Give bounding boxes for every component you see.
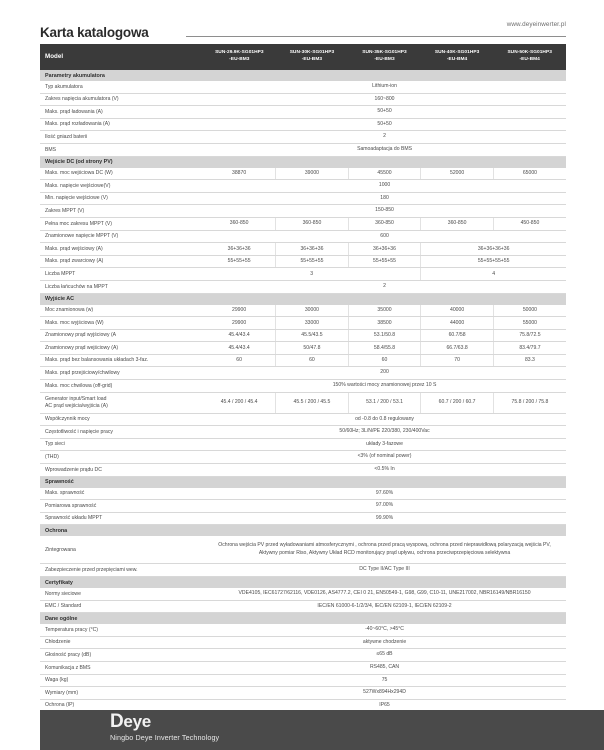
model-header-row xyxy=(40,44,566,70)
row-label: Komunikacja z BMS xyxy=(40,661,203,674)
row-label: Generator input/Smart load AC prąd wejścia/wyjścia (A) xyxy=(40,392,203,413)
section-header-row xyxy=(40,70,566,81)
row-value-group: 55+55+55 xyxy=(348,255,421,268)
table-row xyxy=(40,280,566,293)
row-label: Pełna moc zakresu MPPT (V) xyxy=(40,217,203,230)
section-header-row xyxy=(40,476,566,488)
row-label: Chłodzenie xyxy=(40,636,203,649)
row-value: 33000 xyxy=(276,317,349,330)
row-value: 65000 xyxy=(493,168,566,180)
row-value-group: 36+36+36 xyxy=(348,243,421,256)
row-value-span: 50+50 xyxy=(203,106,566,119)
row-value: 44000 xyxy=(421,317,494,330)
table-row xyxy=(40,342,566,355)
row-value: 53.1/50.8 xyxy=(348,329,421,342)
row-value: 360-850 xyxy=(348,217,421,230)
section-header-fill xyxy=(203,525,566,537)
table-row xyxy=(40,367,566,380)
table-row xyxy=(40,243,566,256)
section-header-fill xyxy=(203,577,566,589)
row-value-span: ≤65 dB xyxy=(203,649,566,662)
row-value-span: 2 xyxy=(203,131,566,144)
row-value: 38500 xyxy=(348,317,421,330)
row-value: 66.7/63.8 xyxy=(421,342,494,355)
section-title: Wyjście AC xyxy=(40,293,203,305)
row-value: 38870 xyxy=(203,168,276,180)
row-value-span: 50/60Hz; 3L/N/PE 220/380, 230/400Vac xyxy=(203,426,566,439)
row-value: 360-850 xyxy=(421,217,494,230)
section-header-fill xyxy=(203,476,566,488)
table-row xyxy=(40,81,566,93)
row-value-span: 527Wx894Hx294D xyxy=(203,687,566,700)
row-value-span: 50+50 xyxy=(203,118,566,131)
section-header-fill xyxy=(203,293,566,305)
row-value-span: 150-850 xyxy=(203,205,566,218)
row-value-group: 3 xyxy=(203,268,421,281)
row-label: Typ sieci xyxy=(40,438,203,451)
row-value-span: układy 3-fazowe xyxy=(203,438,566,451)
spec-table xyxy=(40,44,566,738)
row-label: Temperatura pracy (°C) xyxy=(40,624,203,636)
row-value: 60 xyxy=(348,354,421,367)
row-label: Znamionowy prąd wejściowy (A) xyxy=(40,342,203,355)
row-value: 29900 xyxy=(203,305,276,317)
row-label: BMS xyxy=(40,143,203,156)
section-header-row xyxy=(40,577,566,589)
row-value-span: 99.90% xyxy=(203,512,566,525)
table-row xyxy=(40,687,566,700)
row-label: Zintegrowana xyxy=(40,536,203,564)
page-footer xyxy=(0,704,604,750)
model-name-0: SUN-29.9K-SG01HP3 -EU-BM3 xyxy=(203,44,276,70)
table-row xyxy=(40,392,566,413)
footer-bar xyxy=(40,710,604,750)
row-value: 53.1 / 200 / 53.1 xyxy=(348,392,421,413)
row-value-group: 55+55+55+55 xyxy=(421,255,566,268)
table-row xyxy=(40,636,566,649)
row-label: Maks. moc chwilowa (off-grid) xyxy=(40,380,203,393)
row-value-span: -40~60°C, >45°C xyxy=(203,624,566,636)
table-row xyxy=(40,674,566,687)
row-value: 52000 xyxy=(421,168,494,180)
row-label: Zakres napięcia akumulatora (V) xyxy=(40,93,203,106)
row-value-span: 2 xyxy=(203,280,566,293)
row-value: 83.3 xyxy=(493,354,566,367)
section-header-fill xyxy=(203,156,566,168)
model-name-3: SUN-40K-SG01HP3 -EU-BM4 xyxy=(421,44,494,70)
row-label: Maks. moc wejściowa DC (W) xyxy=(40,168,203,180)
row-label: Znamionowe napięcie MPPT (V) xyxy=(40,230,203,243)
row-value-span: 600 xyxy=(203,230,566,243)
row-value-group: 55+55+55 xyxy=(203,255,276,268)
table-row xyxy=(40,451,566,464)
row-label: Maks. sprawność xyxy=(40,488,203,500)
table-row xyxy=(40,217,566,230)
row-value: 45.5 / 200 / 45.5 xyxy=(276,392,349,413)
row-label: Maks. prąd rozładowania (A) xyxy=(40,118,203,131)
section-header-row xyxy=(40,293,566,305)
row-value: 60.7 / 200 / 60.7 xyxy=(421,392,494,413)
row-value-span: Samoadaptacja do BMS xyxy=(203,143,566,156)
row-value-group: 4 xyxy=(421,268,566,281)
table-row xyxy=(40,624,566,636)
row-value: 60.7/58 xyxy=(421,329,494,342)
row-label: Min. napięcie wejściowe (V) xyxy=(40,192,203,205)
row-value: 55000 xyxy=(493,317,566,330)
row-value-span: <0.5% In xyxy=(203,464,566,477)
row-label: Maks. moc wyjściowa (W) xyxy=(40,317,203,330)
table-row xyxy=(40,305,566,317)
row-value-span: 150% wartości mocy znamionowej przez 10 S xyxy=(203,380,566,393)
row-label: Znamionowy prąd wyjściowy (A xyxy=(40,329,203,342)
row-label: Współczynnik mocy xyxy=(40,413,203,426)
row-value-span: IEC/EN 61000-6-1/2/3/4, IEC/EN 62109-1, IEC/EN 62109-2 xyxy=(203,600,566,613)
row-value: 50000 xyxy=(493,305,566,317)
section-title: Ochrona xyxy=(40,525,203,537)
model-name-2: SUN-35K-SG01HP3 -EU-BM3 xyxy=(348,44,421,70)
table-row xyxy=(40,354,566,367)
row-value-span: 200 xyxy=(203,367,566,380)
header-url: www.deyeinwerter.pl xyxy=(506,21,566,28)
section-header-row xyxy=(40,156,566,168)
row-label: Ilość gniazd baterii xyxy=(40,131,203,144)
table-row xyxy=(40,329,566,342)
section-title: Sprawność xyxy=(40,476,203,488)
row-value: 35000 xyxy=(348,305,421,317)
table-row xyxy=(40,255,566,268)
header-rule xyxy=(186,36,566,37)
logo-d: D xyxy=(110,711,124,732)
model-name-1: SUN-30K-SG01HP3 -EU-BM3 xyxy=(276,44,349,70)
row-label: Maks. prąd bez balansowania układach 3-faz. xyxy=(40,354,203,367)
row-value: 360-850 xyxy=(203,217,276,230)
model-name-4: SUN-50K-SG01HP3 -EU-BM4 xyxy=(493,44,566,70)
table-row xyxy=(40,649,566,662)
row-value: 60 xyxy=(203,354,276,367)
table-row xyxy=(40,380,566,393)
table-row xyxy=(40,93,566,106)
table-row xyxy=(40,317,566,330)
table-row xyxy=(40,661,566,674)
table-row xyxy=(40,588,566,600)
row-label: Maks. prąd ładowania (A) xyxy=(40,106,203,119)
table-row xyxy=(40,106,566,119)
logo-tagline: Ningbo Deye Inverter Technology xyxy=(110,733,220,742)
deye-logo xyxy=(110,712,219,742)
row-label: Liczba łańcuchów na MPPT xyxy=(40,280,203,293)
row-value: 45.4 / 200 / 45.4 xyxy=(203,392,276,413)
row-label: Zabezpieczenie przed przepięciami wew. xyxy=(40,564,203,577)
row-value-span: VDE4105, IEC61727/62116, VDE0126, AS4777.2, CEI 0 21, EN50549-1, G98, G99, C10-11, UNE217002, NBR16149/NBR16150 xyxy=(203,588,566,600)
table-row xyxy=(40,564,566,577)
table-row xyxy=(40,180,566,193)
section-title: Dane ogólne xyxy=(40,613,203,625)
row-value: 45.4/43.4 xyxy=(203,342,276,355)
table-row xyxy=(40,192,566,205)
section-header-row xyxy=(40,613,566,625)
table-row xyxy=(40,168,566,180)
table-row xyxy=(40,426,566,439)
table-row xyxy=(40,118,566,131)
page-title: Karta katalogowa xyxy=(40,25,149,40)
table-row xyxy=(40,413,566,426)
section-title: Certyfikaty xyxy=(40,577,203,589)
row-label: Sprawność układu MPPT xyxy=(40,512,203,525)
row-value: 83.4/79.7 xyxy=(493,342,566,355)
row-value: 45.4/43.4 xyxy=(203,329,276,342)
row-label: Maks. prąd zwarciowy (A) xyxy=(40,255,203,268)
table-row xyxy=(40,438,566,451)
row-value: 30000 xyxy=(276,305,349,317)
row-value: 50/47.8 xyxy=(276,342,349,355)
row-value-group: 55+55+55 xyxy=(276,255,349,268)
table-row xyxy=(40,205,566,218)
row-label: Wprowadzenie prądu DC xyxy=(40,464,203,477)
row-value: 45500 xyxy=(348,168,421,180)
row-value: 60 xyxy=(276,354,349,367)
table-row xyxy=(40,143,566,156)
row-value: 29900 xyxy=(203,317,276,330)
row-value-span: IP65 xyxy=(203,699,566,712)
row-label: Moc znamionowa (w) xyxy=(40,305,203,317)
model-label: Model xyxy=(40,44,203,70)
row-value-span: <3% (of nominal power) xyxy=(203,451,566,464)
row-label: Wymiary (mm) xyxy=(40,687,203,700)
table-row xyxy=(40,230,566,243)
row-value-span: aktywne chodzenie xyxy=(203,636,566,649)
row-label: Normy sieciowe xyxy=(40,588,203,600)
row-value: 40000 xyxy=(421,305,494,317)
row-value: 75.8 / 200 / 75.8 xyxy=(493,392,566,413)
section-header-row xyxy=(40,525,566,537)
row-value-group: 36+36+36 xyxy=(203,243,276,256)
row-label: Maks. prąd przejściowy/chwilowy xyxy=(40,367,203,380)
row-value: 58.4/55.8 xyxy=(348,342,421,355)
table-row xyxy=(40,600,566,613)
table-row xyxy=(40,268,566,281)
section-title: Wejście DC (od strony PV) xyxy=(40,156,203,168)
logo-wordmark xyxy=(110,712,219,731)
row-value-group: 36+36+36+36 xyxy=(421,243,566,256)
table-row xyxy=(40,512,566,525)
row-value-group: 36+36+36 xyxy=(276,243,349,256)
row-value-span: RS485, CAN xyxy=(203,661,566,674)
row-label: Zakres MPPT (V) xyxy=(40,205,203,218)
row-label: Liczba MPPT xyxy=(40,268,203,281)
section-header-fill xyxy=(203,613,566,625)
spec-table-wrap xyxy=(0,44,604,738)
section-header-fill xyxy=(203,70,566,81)
table-row xyxy=(40,131,566,144)
row-value-span: Ochrona wejścia PV przed wyładowaniami atmosferycznymi , ochrona przed pracą wyspową, ochrona przed nieprawidłową polaryzacją wejścia PV, Aktywny pomiar Riso, Aktywny Układ RCD monitorujący prąd upływu, ochrona przeciwprzepięciowa selektywna xyxy=(203,536,566,564)
page-header xyxy=(0,0,604,44)
section-title: Parametry akumulatora xyxy=(40,70,203,81)
logo-eye: eye xyxy=(123,712,151,731)
row-label: Typ akumulatora xyxy=(40,81,203,93)
row-value: 70 xyxy=(421,354,494,367)
row-value: 75.8/72.5 xyxy=(493,329,566,342)
row-value-span: 97.60% xyxy=(203,488,566,500)
table-row xyxy=(40,464,566,477)
row-label: Waga (kg) xyxy=(40,674,203,687)
table-row xyxy=(40,536,566,564)
table-row xyxy=(40,500,566,513)
row-value-span: DC Type II/AC Type III xyxy=(203,564,566,577)
row-value-span: 97.00% xyxy=(203,500,566,513)
row-value-span: 180 xyxy=(203,192,566,205)
row-value-span: od -0.8 do 0.8 regulowany xyxy=(203,413,566,426)
row-value-span: 1000 xyxy=(203,180,566,193)
row-value: 450-850 xyxy=(493,217,566,230)
row-value: 360-850 xyxy=(276,217,349,230)
row-value-span: Lithium-ion xyxy=(203,81,566,93)
row-value: 45.5/43.5 xyxy=(276,329,349,342)
row-value-span: 75 xyxy=(203,674,566,687)
row-label: Maks. prąd wejściowy (A) xyxy=(40,243,203,256)
row-value: 39000 xyxy=(276,168,349,180)
row-value-span: 160~800 xyxy=(203,93,566,106)
row-label: Ochrona (IP) xyxy=(40,699,203,712)
row-label: Pomiarowa sprawność xyxy=(40,500,203,513)
row-label: Częstotliwość i napięcie pracy xyxy=(40,426,203,439)
row-label: EMC / Standard xyxy=(40,600,203,613)
row-label: (THD) xyxy=(40,451,203,464)
table-row xyxy=(40,488,566,500)
row-label: Maks. napięcie wejściowe(V) xyxy=(40,180,203,193)
row-label: Głośność pracy (dB) xyxy=(40,649,203,662)
